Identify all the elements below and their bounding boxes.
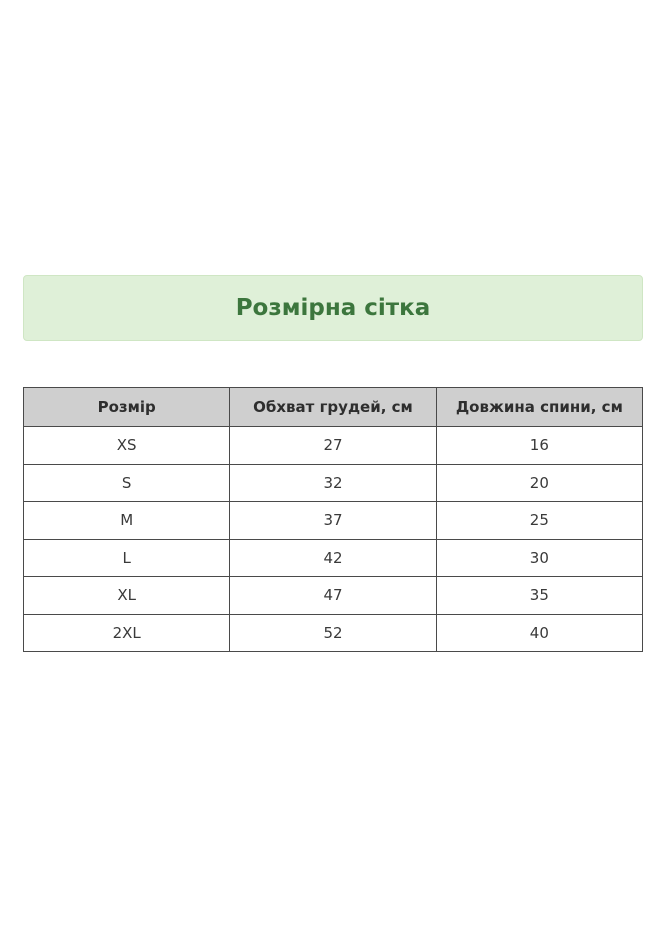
title-banner: [23, 275, 643, 341]
table-row: [24, 539, 643, 577]
page-title: Розмірна сітка: [235, 295, 431, 321]
cell-chest: 27: [230, 427, 436, 465]
cell-back-length: 30: [436, 539, 642, 577]
cell-back-length: 40: [436, 614, 642, 652]
cell-size: XL: [24, 577, 230, 615]
cell-chest: 32: [230, 464, 436, 502]
table-header-row: [24, 388, 643, 427]
column-header-back-length: Довжина спини, см: [436, 388, 642, 427]
cell-size: L: [24, 539, 230, 577]
cell-size: 2XL: [24, 614, 230, 652]
cell-chest: 37: [230, 502, 436, 540]
cell-back-length: 35: [436, 577, 642, 615]
cell-chest: 42: [230, 539, 436, 577]
column-header-chest: Обхват грудей, см: [230, 388, 436, 427]
cell-back-length: 25: [436, 502, 642, 540]
table-row: [24, 614, 643, 652]
cell-size: XS: [24, 427, 230, 465]
cell-back-length: 20: [436, 464, 642, 502]
cell-size: S: [24, 464, 230, 502]
column-header-size: Розмір: [24, 388, 230, 427]
table-row: [24, 577, 643, 615]
table-row: [24, 464, 643, 502]
cell-chest: 52: [230, 614, 436, 652]
cell-back-length: 16: [436, 427, 642, 465]
table-row: [24, 502, 643, 540]
table-row: [24, 427, 643, 465]
size-chart-table: [23, 387, 643, 652]
cell-chest: 47: [230, 577, 436, 615]
cell-size: M: [24, 502, 230, 540]
